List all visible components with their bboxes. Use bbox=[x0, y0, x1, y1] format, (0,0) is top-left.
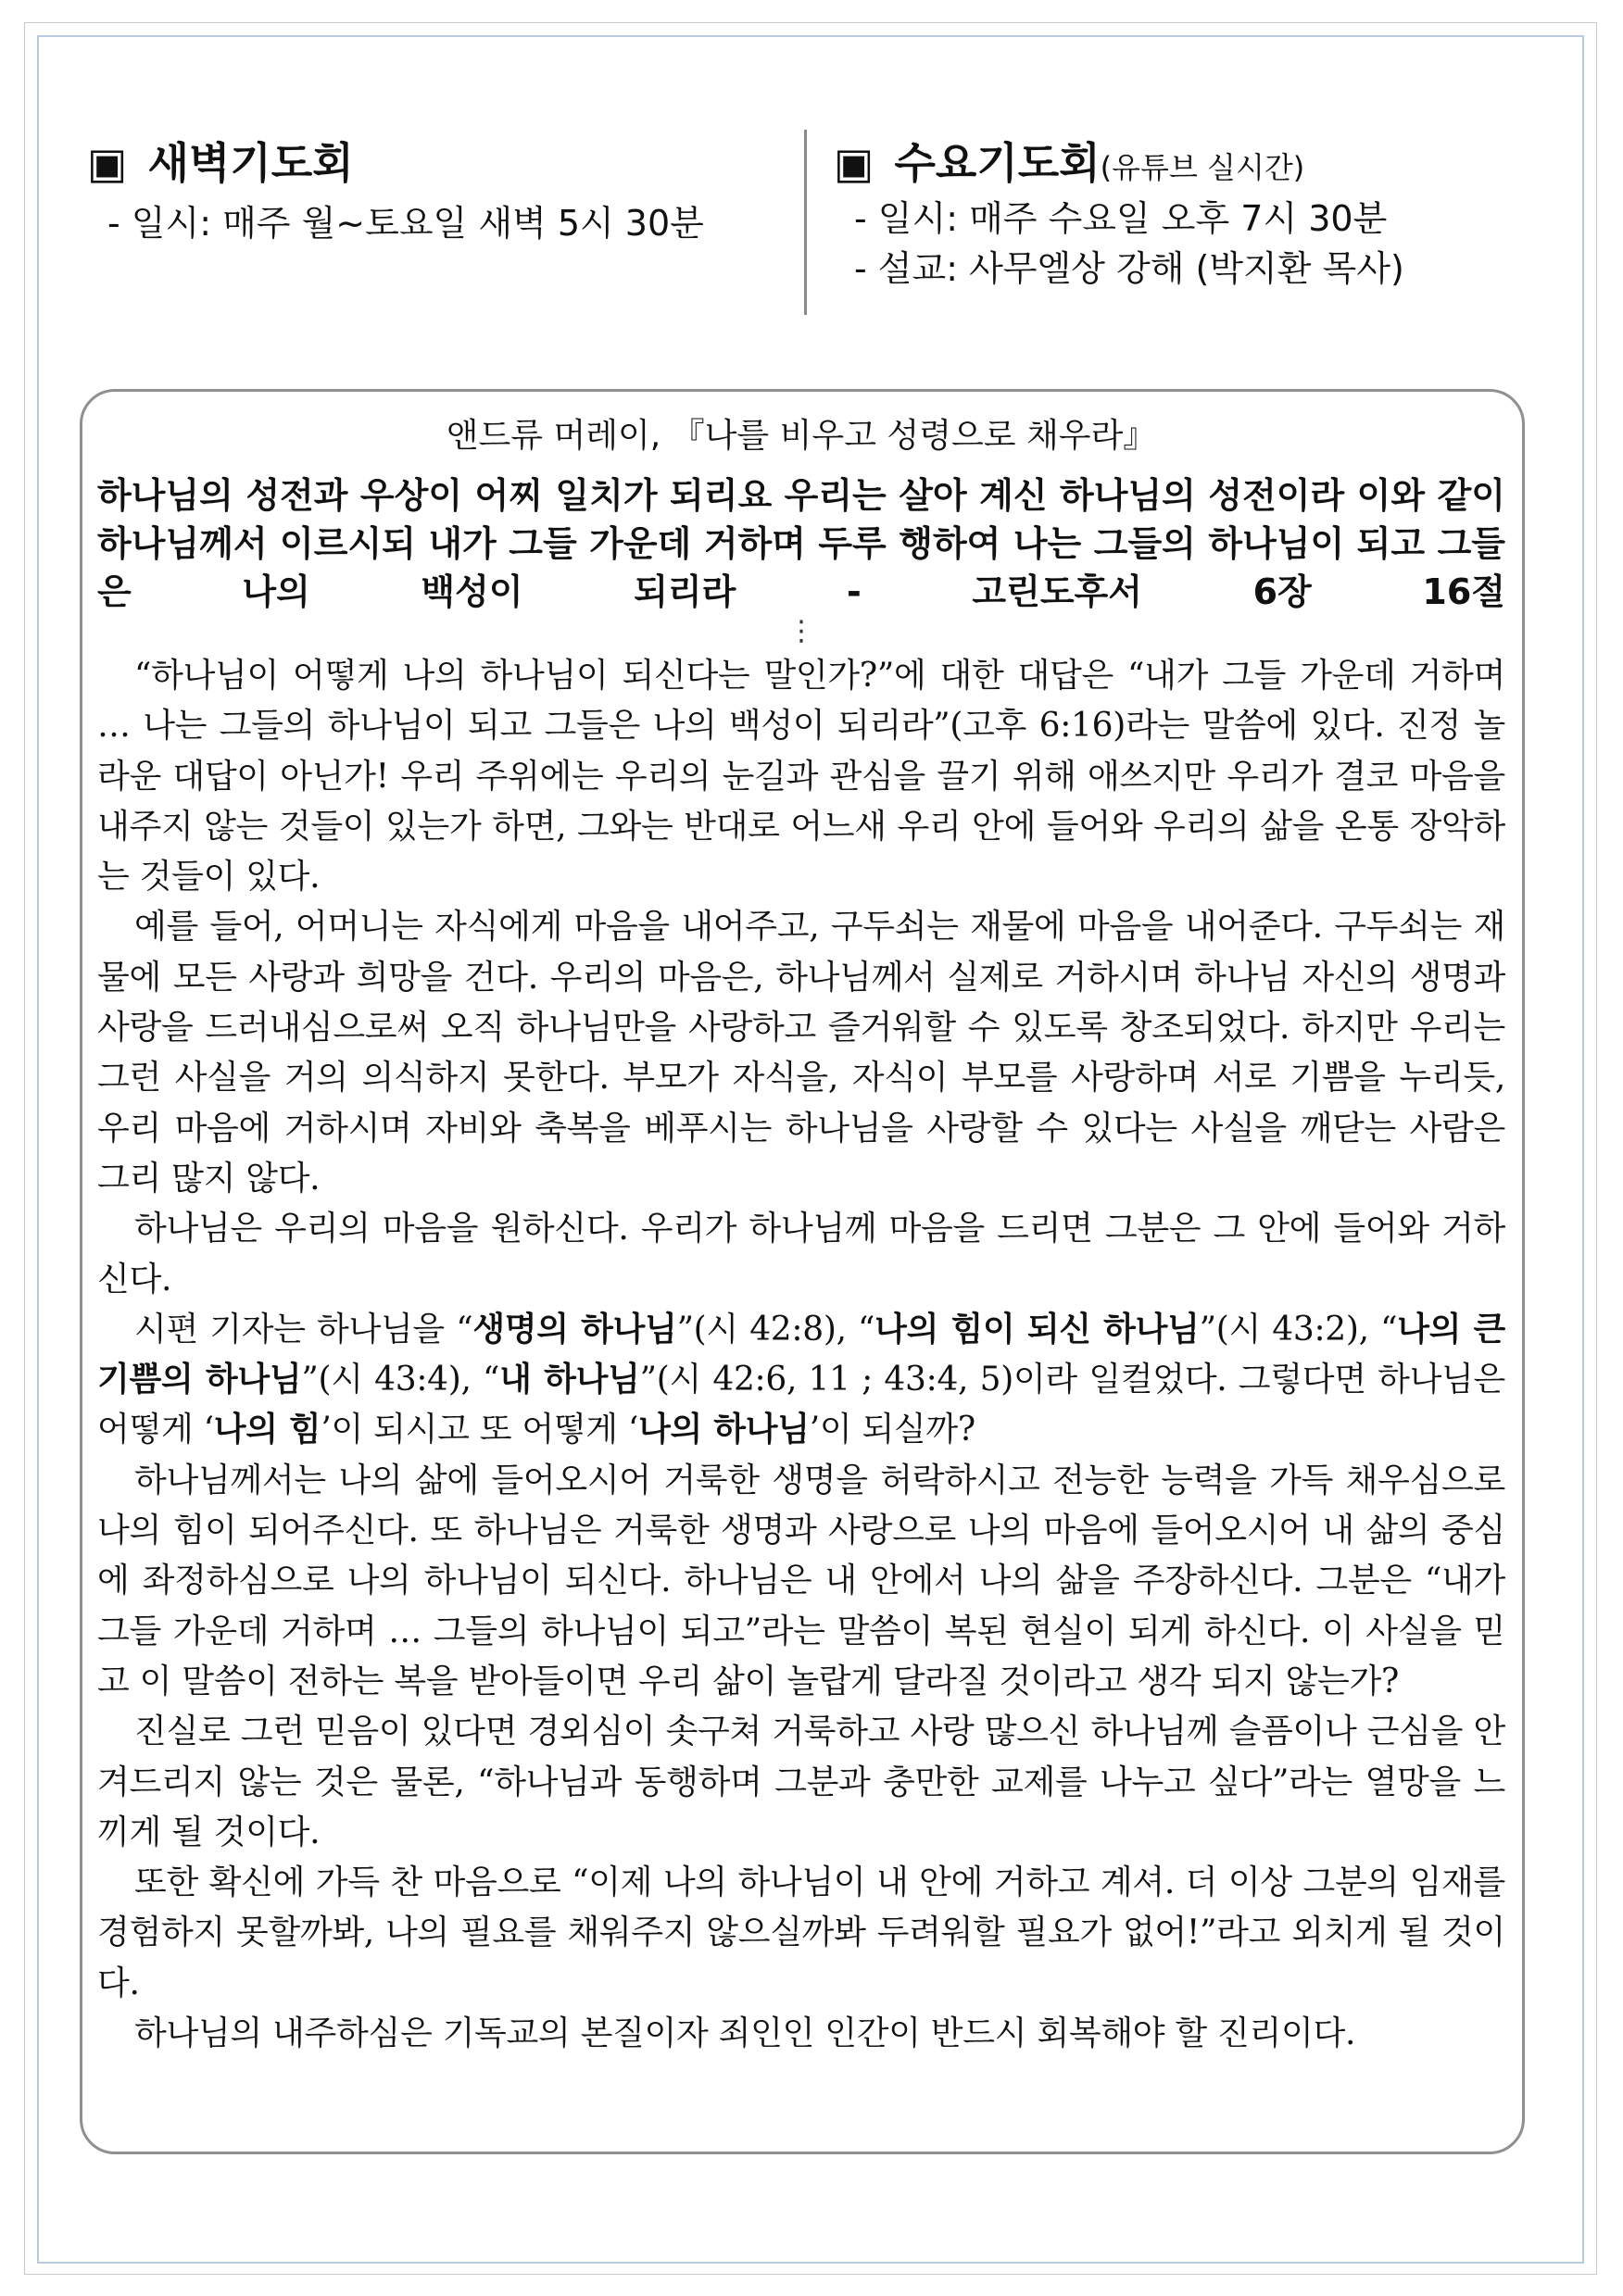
paragraph-3: 하나님은 우리의 마음을 원하신다. 우리가 하나님께 마음을 드리면 그분은 그 안에 들어와 거하신다. bbox=[97, 1210, 1505, 1299]
p4-text: ’이 되실까? bbox=[809, 1411, 975, 1449]
p4-text: 시편 기자는 하나님을 “ bbox=[134, 1310, 473, 1349]
paragraph-4 bbox=[97, 1305, 1505, 1456]
paragraph-7: 또한 확신에 가득 찬 마음으로 “이제 나의 하나님이 내 안에 거하고 계셔. 더 이상 그분의 임재를 경험하지 못할까봐, 나의 필요를 채워주지 않으실까봐 두려워할 필요가 없어!”라고 외치게 될 것이다. bbox=[97, 1863, 1505, 2002]
p4-text: ”(시 43:2), “ bbox=[1199, 1310, 1398, 1349]
wednesday-prayer-title-row bbox=[834, 137, 1538, 194]
article-book-title: 앤드류 머레이, 『나를 비우고 성령으로 채우라』 bbox=[446, 417, 1157, 455]
paragraph-6: 진실로 그런 믿음이 있다면 경외심이 솟구쳐 거룩하고 사랑 많으신 하나님께 슬픔이나 근심을 안겨드리지 않는 것은 물론, “하나님과 동행하며 그분과 충만한 교제를 나누고 싶다”라는 열망을 느끼게 될 것이다. bbox=[97, 1713, 1505, 1851]
article-verse: 하나님의 성전과 우상이 어찌 일치가 되리요 우리는 살아 계신 하나님의 성전이라 이와 같이 하나님께서 이르시되 내가 그들 가운데 거하며 두루 행하여 나는 그들의 하나님이 되고 그들은 나의 백성이 되리라 - 고린도후서 6장 16절 bbox=[97, 475, 1505, 612]
p4-bold: 나의 큰 기쁨의 하나님 bbox=[97, 1310, 1506, 1399]
wednesday-prayer-sermon: - 설교: 사무엘상 강해 (박지환 목사) bbox=[854, 248, 1404, 289]
wednesday-prayer-title: 수요기도회 bbox=[894, 138, 1101, 188]
vertical-ellipsis: ⋮ bbox=[787, 615, 815, 647]
p4-bold: 나의 힘 bbox=[213, 1411, 321, 1449]
paragraph-8: 하나님의 내주하심은 기독교의 본질이자 죄인인 인간이 반드시 회복해야 할 진리이다. bbox=[134, 2014, 1356, 2053]
p4-bold: 생명의 하나님 bbox=[472, 1310, 677, 1349]
article-box bbox=[80, 389, 1525, 2154]
square-bullet-icon: ▣ bbox=[87, 138, 128, 188]
paragraph-5: 하나님께서는 나의 삶에 들어오시어 거룩한 생명을 허락하시고 전능한 능력을 가득 채우심으로 나의 힘이 되어주신다. 또 하나님은 거룩한 생명과 사랑으로 나의 마음에 들어오시어 내 삶의 중심에 좌정하심으로 나의 하나님이 되신다. 하나님은 내 안에서 나의 삶을 주장하신다. 그분은 “내가 그들 가운데 거하며 … 그들의 하나님이 되고”라는 말씀이 복된 현실이 되게 하신다. 이 사실을 믿고 이 말씀이 전하는 복을 받아들이면 우리 삶이 놀랍게 달라질 것이라고 생각 되지 않는가? bbox=[97, 1461, 1505, 1700]
p4-bold: 내 하나님 bbox=[499, 1361, 640, 1399]
wednesday-prayer-subtitle: (유튜브 실시간) bbox=[1100, 150, 1305, 185]
p4-text: ”(시 43:4), “ bbox=[301, 1361, 500, 1399]
dawn-prayer-title-row bbox=[87, 137, 791, 189]
header-divider bbox=[804, 130, 807, 315]
dawn-prayer-section bbox=[87, 137, 791, 248]
p4-text: ’이 되시고 또 어떻게 ‘ bbox=[321, 1411, 639, 1449]
square-bullet-icon: ▣ bbox=[834, 138, 874, 188]
wednesday-prayer-section bbox=[834, 137, 1538, 294]
p4-text: ”(시 42:8), “ bbox=[676, 1310, 875, 1349]
dawn-prayer-title: 새벽기도회 bbox=[147, 138, 354, 188]
dawn-prayer-time: - 일시: 매주 월~토요일 새벽 5시 30분 bbox=[107, 203, 704, 244]
p4-text: ”(시 42:6, 11 ; 43:4, 5)이라 일컬었다. 그렇다면 하나님은 어떻게 ‘ bbox=[97, 1361, 1506, 1449]
paragraph-2: 예를 들어, 어머니는 자식에게 마음을 내어주고, 구두쇠는 재물에 마음을 내어준다. 구두쇠는 재물에 모든 사랑과 희망을 건다. 우리의 마음은, 하나님께서 실제로 거하시며 하나님 자신의 생명과 사랑을 드러내심으로써 오직 하나님만을 사랑하고 즐거워할 수 있도록 창조되었다. 하지만 우리는 그런 사실을 거의 의식하지 못한다. 부모가 자식을, 자식이 부모를 사랑하며 서로 기쁨을 누리듯, 우리 마음에 거하시며 자비와 축복을 베푸시는 하나님을 사랑할 수 있다는 사실을 깨닫는 사람은 그리 많지 않다. bbox=[97, 908, 1505, 1198]
p4-bold: 나의 하나님 bbox=[638, 1411, 810, 1449]
wednesday-prayer-time: - 일시: 매주 수요일 오후 7시 30분 bbox=[854, 198, 1388, 239]
p4-bold: 나의 힘이 되신 하나님 bbox=[874, 1310, 1200, 1349]
paragraph-1: “하나님이 어떻게 나의 하나님이 되신다는 말인가?”에 대한 대답은 “내가 그들 가운데 거하며 … 나는 그들의 하나님이 되고 그들은 나의 백성이 되리라”(고후 6:16)라는 말씀에 있다. 진정 놀라운 대답이 아닌가! 우리 주위에는 우리의 눈길과 관심을 끌기 위해 애쓰지만 우리가 결코 마음을 내주지 않는 것들이 있는가 하면, 그와는 반대로 어느새 우리 안에 들어와 우리의 삶을 온통 장악하는 것들이 있다. bbox=[97, 657, 1505, 897]
